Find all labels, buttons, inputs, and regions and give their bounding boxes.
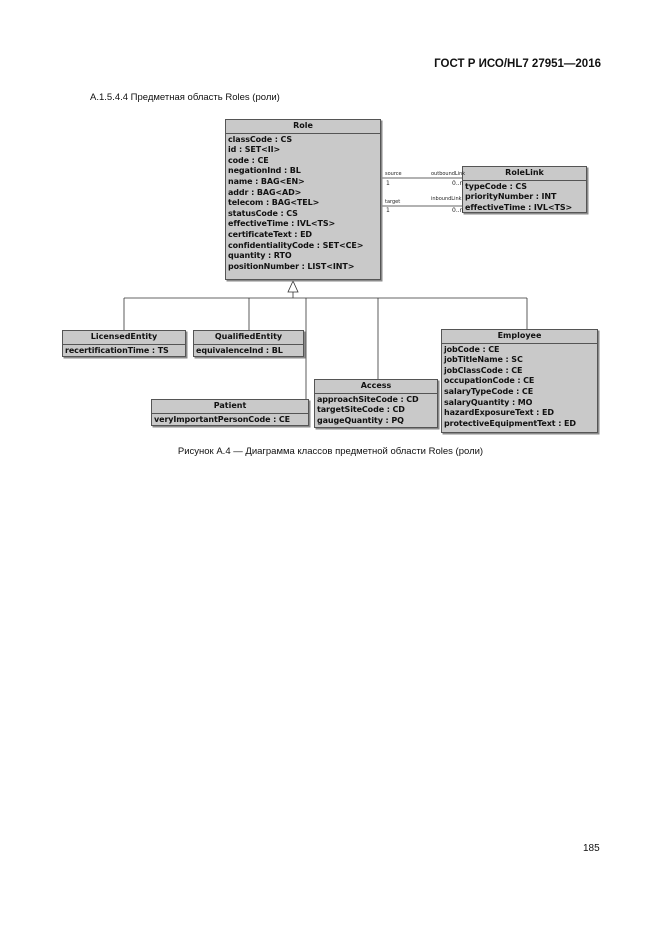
class-attribute: addr : BAG<AD> xyxy=(228,187,302,197)
association-target-role: target xyxy=(385,199,401,205)
class-attribute: negationInd : BL xyxy=(228,166,301,176)
class-attribute: recertificationTime : TS xyxy=(65,345,169,355)
class-attribute: positionNumber : LIST<INT> xyxy=(228,261,355,271)
class-qualifiedentity-name: QualifiedEntity xyxy=(194,331,303,345)
class-attribute: effectiveTime : IVL<TS> xyxy=(465,202,573,212)
class-patient-attributes xyxy=(152,414,308,428)
class-attribute: id : SET<II> xyxy=(228,145,281,155)
class-access-name: Access xyxy=(315,380,437,394)
class-attribute: confidentialityCode : SET<CE> xyxy=(228,240,364,250)
class-attribute: protectiveEquipmentText : ED xyxy=(444,418,576,428)
class-licensedentity-attributes xyxy=(63,345,185,359)
class-access-attributes xyxy=(315,394,437,429)
association-source-mult: 1 xyxy=(386,180,390,187)
class-attribute: certificateText : ED xyxy=(228,229,312,239)
class-role-attributes xyxy=(226,134,380,275)
class-licensedentity xyxy=(62,330,186,357)
class-attribute: typeCode : CS xyxy=(465,181,527,191)
class-employee-attributes xyxy=(442,344,597,432)
class-attribute: hazardExposureText : ED xyxy=(444,408,554,418)
class-attribute: statusCode : CS xyxy=(228,208,298,218)
class-role xyxy=(225,119,381,280)
class-attribute: salaryTypeCode : CE xyxy=(444,386,534,396)
class-patient xyxy=(151,399,309,426)
class-attribute: effectiveTime : IVL<TS> xyxy=(228,219,336,229)
class-employee-name: Employee xyxy=(442,330,597,344)
class-attribute: occupationCode : CE xyxy=(444,376,535,386)
class-attribute: name : BAG<EN> xyxy=(228,176,305,186)
class-qualifiedentity xyxy=(193,330,304,357)
association-inbound-label: inboundLink xyxy=(431,196,462,202)
class-attribute: veryImportantPersonCode : CE xyxy=(154,414,291,424)
association-outbound-label: outboundLink xyxy=(431,171,466,177)
class-attribute: telecom : BAG<TEL> xyxy=(228,198,320,208)
figure-caption: Рисунок А.4 — Диаграмма классов предметной области Roles (роли) xyxy=(177,446,484,457)
section-title: А.1.5.4.4 Предметная область Roles (роли) xyxy=(90,92,280,103)
class-attribute: quantity : RTO xyxy=(228,251,292,261)
class-attribute: classCode : CS xyxy=(228,134,293,144)
class-employee xyxy=(441,329,598,433)
class-rolelink-name: RoleLink xyxy=(463,167,586,181)
class-licensedentity-name: LicensedEntity xyxy=(63,331,185,345)
class-attribute: priorityNumber : INT xyxy=(465,192,557,202)
class-attribute: jobCode : CE xyxy=(444,344,500,354)
class-attribute: jobClassCode : CE xyxy=(444,365,523,375)
association-outbound-mult: 0..n xyxy=(452,180,464,187)
class-attribute: jobTitleName : SC xyxy=(444,355,523,365)
class-rolelink-attributes xyxy=(463,181,586,216)
class-patient-name: Patient xyxy=(152,400,308,414)
generalization-arrowhead xyxy=(288,281,298,292)
class-attribute: gaugeQuantity : PQ xyxy=(317,415,404,425)
class-attribute: approachSiteCode : CD xyxy=(317,394,419,404)
class-attribute: equivalenceInd : BL xyxy=(196,345,283,355)
association-source-role: source xyxy=(385,171,402,177)
class-access xyxy=(314,379,438,428)
class-qualifiedentity-attributes xyxy=(194,345,303,359)
association-target-mult: 1 xyxy=(386,207,390,214)
page-number: 185 xyxy=(583,843,600,854)
association-inbound-mult: 0..n xyxy=(452,207,464,214)
class-attribute: targetSiteCode : CD xyxy=(317,405,405,415)
class-rolelink xyxy=(462,166,587,213)
class-attribute: code : CE xyxy=(228,155,269,165)
class-attribute: salaryQuantity : MO xyxy=(444,397,533,407)
class-role-name: Role xyxy=(226,120,380,134)
document-header: ГОСТ Р ИСО/HL7 27951—2016 xyxy=(434,58,601,70)
